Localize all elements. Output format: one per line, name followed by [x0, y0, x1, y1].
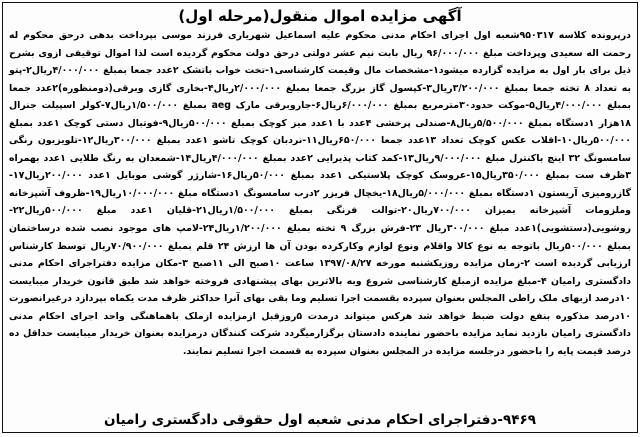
notice-body: درپرونده کلاسه ۹۵۰۳۱۷شعبه اول اجرای احکام مدنی محکوم علیه اسماعیل شهریاری فرزند موسی بپرداخت بدهی درحق محکوم له رحمت اله سعیدی وپرداخت مبلغ ۹۶/۰۰۰/۰۰۰ ریال بابت نیم عشر دولتی درحق دولت محکوم گردیده است لذا اموال توقیفی ازوی بشرح ذیل برای بار اول به مزایده گزارده میشود۱-مشخصات مال وقیمت کارشناسی۱-تخت خواب باتشک ۲عدد جمعا بمبلغ ۴/۰۰۰/۰۰۰ریال۲-پتو به تعداد ۸ تخته جمعا بمبلغ ۳/۲۰۰/۰۰۰ریال۳-کپسول گاز بزرگ جمعا بمبلغ ۲/۰۰۰/۰۰۰ریال۴-بخاری گازی وبرقی(دومنظوره)۲عدد جمعا بمبلغ ۴/۰۰۰/۰۰۰ریال۵-موکت حدود۳۰مترمربع بمبلغ ۶/۰۰۰/۰۰۰ریال۶-جاروبرقی مارک aeg بمبلغ ۱/۵۰۰/۰۰۰ریال۷-کولر اسپیلت جنرال ۱۸هزار ۱دستگاه بمبلغ ۵/۵۰۰/۰۰۰ریال۸-صندلی پرخشی ۴عدد با ۱عدد میز کوچک بمبلغ ۵۰۰/۰۰۰ریال۹-فوتبال دستی کوچک ۱عدد بمبلغ ۵۰۰/۰۰۰ریال۱۰-اقلاب عکس کوچک تعداد ۱۳عدد جمعا ۶۵۰/۰۰۰ریال۱۱-نردبان کوچک تاشو ۱عدد بمبلغ ۳۰۰/۰۰۰ریال۱۲-تلویزیون رنگی سامسونگ ۳۲ اینچ باکنترل مبلغ ۹/۰۰۰/۰۰۰ریال۱۳-کمد کتاب پذیرایی ۲عدد بمبلغ ۴/۰۰۰/۰۰۰ریال۱۴-شمعدان به رنگ طلایی ۱عدد بهمراه ۳ظرف ست بمبلغ ۳۵۰/۰۰۰ریال۱۵-عروسک کوچک پلاستیکی ۱عدد بمبلغ ۵۰/۰۰۰ریال۱۶-شارژر گوشی موبایل ۱عدد ۲۰۰/۰۰۰ریال۱۷-گازرومیزی آریستون ۱دستگاه بمبلغ ۵/۰۰۰/۰۰۰ریال۱۸-یخچال فریزر ۲درب سامسونگ ۱دستگاه مبلغ ۱۰/۰۰۰/۰۰۰ریال۱۹-ظروف آشپزخانه وملزومات آشپزخانه بمیزان ۷۰۰/۰۰۰ریال۲۰-توالت فرنگی بمبلغ ۱/۵۰۰/۰۰۰ریال۲۱-قلیان ۱عدد مبلغ ۵۰۰/۰۰۰ریال۲۲-روشویی(دستشویی)۱عدد مبلغ ۳۰۰/۰۰۰ریال ۲۳-فرش بزرگ ۹ تخته بمبلغ ۱/۲۰۰/۰۰۰ریال۲۴-لامپ های موجود نصب شده درساختمان بمبلغ ۵۰۰/۰۰۰ریال باتوجه به نوع کالا واقلام ونوع لوازم وکارکرده بودن آن ها ارزش ۲۴ قلم بمبلغ ۷۰/۹۰۰/۰۰۰ریال توسط کارشناس ارزیابی گردیده است ۲-زمان مزایده روزیکشنبه مورخه ۱۳۹۷/۰۸/۲۷ ساعت ۱۰صبح الی ۱۱صبح ۳-مکان مزایده دفتراجرای احکام مدنی دادگستری رامیان ۴-مبلغ مزایده ازمبلغ کارشناسی شروع وبه بالاترین بهای پیشنهادی فروخته خواهد شد طبق قانون خریدار میبایست ۱۰درصد ازبهای ملک راطی المجلس بعنوان سپرده بقسمت اجرا تسلیم وما بقی بهای آنرا حداکثر ظرف مدت یکماه بپردازد درغیرانصورت ۱۰درصد مذکوره بنفع دولت ضبط خواهد شد هرکس میتواند درمدت ۵روزقبل ازمزایده ازملک باهماهنگی واحد اجرای احکام مدنی دادگستری رامیان بازدید نماید مزایده باحضور نماینده دادستان برگزارمیگردد شرکت کنندگان درمزایده بعنوان خریدار میبایست حداقل ده درصد قیمت پایه را باحضور درجلسه مزایده در المجلس بعنوان سپرده به قسمت اجرا تسلیم نمایند.	[9, 30, 632, 357]
notice-title: آگهی مزایده اموال منقول(مرحله اول)	[178, 7, 462, 25]
auction-notice	[2, 2, 638, 433]
notice-footer: ۹۴۶۹-دفتراجرای احکام مدنی شعبه اول حقوقی دادگستری رامیان	[104, 412, 536, 428]
